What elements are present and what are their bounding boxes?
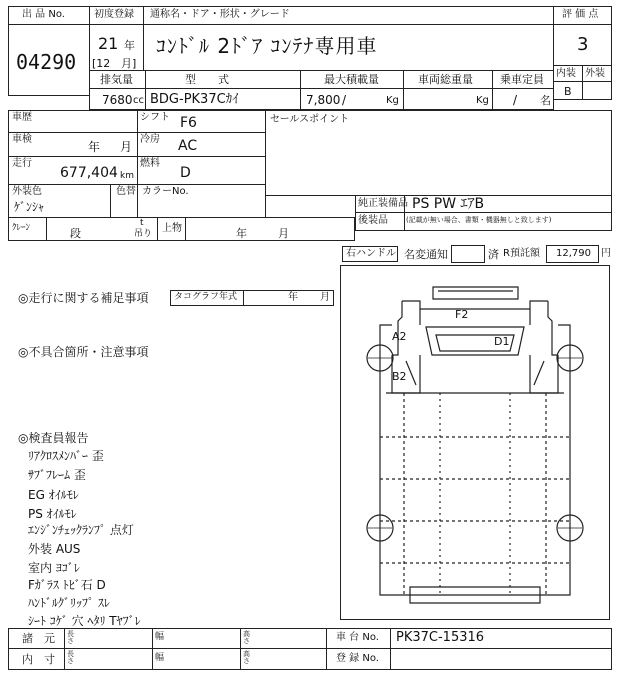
history-label: 車歴 bbox=[12, 112, 32, 123]
load-unit: Kg bbox=[386, 95, 399, 106]
mileage-unit: km bbox=[120, 171, 134, 181]
driving-notes-label: ◎走行に関する補足事項 bbox=[18, 291, 149, 305]
equipment-label: 純正装備品 bbox=[358, 198, 408, 209]
report-item: 外装 AUS bbox=[28, 542, 81, 556]
report-item: ﾊﾝﾄﾞﾙｸﾞﾘｯﾌﾟ ｽﾚ bbox=[28, 596, 110, 610]
crane-ton: t bbox=[140, 218, 144, 228]
cc-unit: cc bbox=[133, 95, 144, 106]
chassis-number: PK37C-15316 bbox=[396, 630, 485, 645]
crane-stage: 段 bbox=[70, 227, 81, 240]
footer-box bbox=[8, 628, 612, 670]
capacity-slash: / bbox=[513, 93, 518, 107]
aftermarket-label: 後装品 bbox=[358, 215, 388, 226]
yen-unit: 円 bbox=[601, 248, 611, 259]
name-change-box bbox=[451, 245, 485, 263]
inspection-year: 年 bbox=[88, 140, 101, 154]
damage-mark: B2 bbox=[392, 370, 407, 383]
fuel-label: 燃料 bbox=[140, 158, 160, 169]
mileage-label: 走行 bbox=[12, 158, 32, 169]
lot-number: 04290 bbox=[16, 50, 77, 74]
color-value: ｹﾞﾝｼｬ bbox=[14, 200, 45, 214]
upper-year: 年 bbox=[236, 227, 247, 240]
report-item: ﾘｱｸﾛｽﾒﾝﾊﾞｰ 歪 bbox=[28, 449, 104, 463]
reg-year-unit: 年 bbox=[124, 39, 135, 52]
spec-label: 諸 元 bbox=[22, 632, 55, 645]
recycle-done: 済 bbox=[488, 248, 499, 261]
ac-value: AC bbox=[178, 138, 198, 154]
score-value: 3 bbox=[577, 34, 589, 55]
upper-label: 上物 bbox=[162, 223, 182, 234]
inner-width-label: 幅 bbox=[155, 653, 165, 663]
reg-month-unit: 月] bbox=[121, 57, 137, 70]
recycle-fee-label: R預託額 bbox=[503, 248, 540, 259]
shift-label: シフト bbox=[140, 112, 170, 123]
inner-size-label: 内 寸 bbox=[22, 653, 55, 666]
damage-mark: D1 bbox=[494, 335, 510, 348]
reg-year: 21 bbox=[98, 34, 119, 53]
length-label: 長さ bbox=[67, 630, 74, 645]
gross-label: 車両総重量 bbox=[418, 73, 473, 86]
report-item: PS ｵｲﾙﾓﾚ bbox=[28, 507, 77, 521]
shift-value: F6 bbox=[180, 115, 197, 131]
inspector-report-label: ◎検査員報告 bbox=[18, 431, 89, 445]
displacement-label: 排気量 bbox=[100, 73, 133, 86]
inspection-month: 月 bbox=[120, 140, 133, 154]
score-label: 評 価 点 bbox=[562, 9, 599, 20]
color-no-label: カラーNo. bbox=[142, 186, 189, 197]
crane-label: ｸﾚｰﾝ bbox=[12, 223, 31, 233]
upper-month: 月 bbox=[278, 227, 289, 240]
crane-hook: 吊り bbox=[134, 229, 153, 239]
registration-label: 登 録 No. bbox=[336, 653, 379, 664]
tacho-year: 年 bbox=[288, 292, 298, 303]
damage-mark: F2 bbox=[455, 308, 469, 321]
tacho-label: タコグラフ年式 bbox=[174, 292, 238, 302]
sales-point-label: セールスポイント bbox=[270, 114, 350, 125]
mileage-value: 677,404 bbox=[60, 165, 118, 181]
tacho-month: 月 bbox=[320, 292, 330, 303]
lot-label: 出 品 No. bbox=[22, 9, 65, 20]
report-item: ｴﾝｼﾞﾝﾁｪｯｸﾗﾝﾌﾟ 点灯 bbox=[28, 523, 134, 537]
interior-label: 内装 bbox=[556, 68, 576, 79]
model-value: BDG-PK37Cｶｲ bbox=[150, 92, 239, 107]
exterior-label: 外装 bbox=[585, 68, 605, 79]
rhd-label: 右ハンドル bbox=[346, 248, 396, 259]
gross-unit: Kg bbox=[476, 95, 489, 106]
name-change-label: 名変通知 bbox=[404, 248, 448, 261]
capacity-label: 乗車定員 bbox=[500, 73, 544, 86]
width-label: 幅 bbox=[155, 632, 165, 642]
report-item: 室内 ﾖｺﾞﾚ bbox=[28, 561, 80, 575]
color-change-label: 色替 bbox=[116, 186, 136, 197]
defects-label: ◎不具合箇所・注意事項 bbox=[18, 345, 149, 359]
first-reg-label: 初度登録 bbox=[94, 9, 134, 20]
load-slash: / bbox=[342, 93, 347, 107]
capacity-unit: 名 bbox=[540, 94, 551, 107]
damage-diagram bbox=[340, 265, 610, 620]
recycle-fee-value: 12,790 bbox=[556, 248, 591, 259]
equipment-value: PS PW ｴｱB bbox=[412, 196, 485, 212]
displacement-value: 7680 bbox=[102, 93, 133, 107]
aftermarket-note: (記載が無い場合、書類・機器無しと致します) bbox=[406, 216, 552, 224]
reg-month: [12 bbox=[92, 57, 111, 70]
report-item: EG ｵｲﾙﾓﾚ bbox=[28, 488, 79, 502]
ac-label: 冷房 bbox=[140, 134, 160, 145]
fuel-value: D bbox=[180, 165, 191, 181]
report-item: ｼｰﾄ ｺｹﾞ 穴 ﾍﾀﾘ Tﾔﾌﾞﾚ bbox=[28, 614, 141, 628]
model-label: 型 式 bbox=[185, 73, 229, 86]
damage-mark: A2 bbox=[392, 330, 407, 343]
color-label: 外装色 bbox=[12, 186, 42, 197]
name-label: 通称名・ドア・形状・グレード bbox=[150, 9, 290, 20]
interior-grade: B bbox=[564, 85, 572, 98]
report-item: ｻﾌﾞﾌﾚｰﾑ 歪 bbox=[28, 468, 86, 482]
report-item: Fｶﾞﾗｽ ﾄﾋﾞ石 D bbox=[28, 578, 106, 592]
height-label: 高さ bbox=[243, 630, 250, 645]
load-value: 7,800 bbox=[306, 93, 341, 107]
vehicle-name: ｺﾝﾄﾞﾙ 2ﾄﾞｱ ｺﾝﾃﾅ専用車 bbox=[156, 34, 378, 58]
chassis-label: 車 台 No. bbox=[336, 632, 379, 643]
inner-height-label: 高さ bbox=[243, 650, 250, 665]
inspection-label: 車検 bbox=[12, 134, 32, 145]
load-label: 最大積載量 bbox=[324, 73, 379, 86]
truck-outline-icon bbox=[340, 265, 610, 620]
inner-length-label: 長さ bbox=[67, 650, 74, 665]
